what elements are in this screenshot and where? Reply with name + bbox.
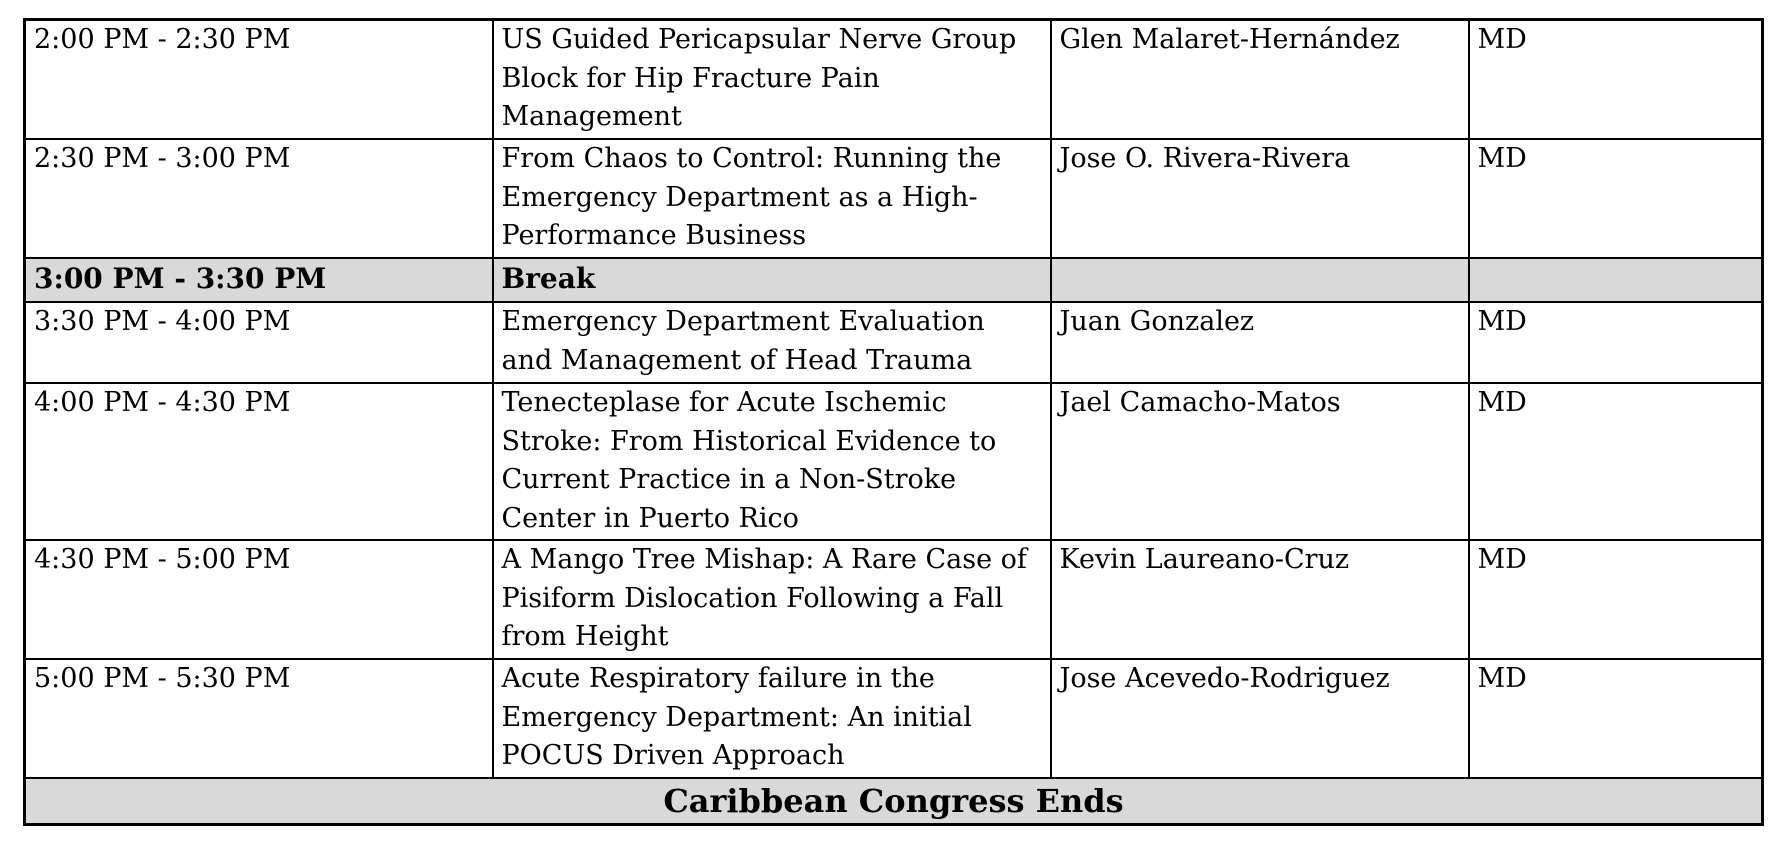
- break-row: [25, 258, 1763, 302]
- title-cell: US Guided Pericapsular Nerve Group Block for Hip Fracture Pain Management: [493, 20, 1051, 140]
- time-cell: 3:30 PM - 4:00 PM: [25, 302, 493, 383]
- speaker-cell: Kevin Laureano-Cruz: [1051, 540, 1469, 659]
- speaker-cell: [1051, 258, 1469, 302]
- title-cell: Tenecteplase for Acute Ischemic Stroke: From Historical Evidence to Current Practice in a Non-Stroke Center in Puerto Rico: [493, 383, 1051, 540]
- table-row: [25, 302, 1763, 383]
- table-row: [25, 139, 1763, 258]
- speaker-cell: Juan Gonzalez: [1051, 302, 1469, 383]
- table-row: [25, 540, 1763, 659]
- table-row: [25, 383, 1763, 540]
- credential-cell: MD: [1469, 383, 1763, 540]
- time-cell: 4:00 PM - 4:30 PM: [25, 383, 493, 540]
- speaker-cell: Jael Camacho-Matos: [1051, 383, 1469, 540]
- title-cell: Emergency Department Evaluation and Management of Head Trauma: [493, 302, 1051, 383]
- time-cell: 2:00 PM - 2:30 PM: [25, 20, 493, 140]
- closing-banner: Caribbean Congress Ends: [25, 778, 1763, 825]
- time-cell: 3:00 PM - 3:30 PM: [25, 258, 493, 302]
- title-cell: Acute Respiratory failure in the Emergency Department: An initial POCUS Driven Approach: [493, 659, 1051, 778]
- credential-cell: MD: [1469, 20, 1763, 140]
- table-row: [25, 20, 1763, 140]
- time-cell: 5:00 PM - 5:30 PM: [25, 659, 493, 778]
- credential-cell: MD: [1469, 139, 1763, 258]
- time-cell: 4:30 PM - 5:00 PM: [25, 540, 493, 659]
- time-cell: 2:30 PM - 3:00 PM: [25, 139, 493, 258]
- credential-cell: MD: [1469, 540, 1763, 659]
- title-cell: From Chaos to Control: Running the Emergency Department as a High-Performance Business: [493, 139, 1051, 258]
- speaker-cell: Glen Malaret-Hernández: [1051, 20, 1469, 140]
- speaker-cell: Jose Acevedo-Rodriguez: [1051, 659, 1469, 778]
- schedule-table: [23, 18, 1764, 826]
- credential-cell: [1469, 258, 1763, 302]
- title-cell: A Mango Tree Mishap: A Rare Case of Pisiform Dislocation Following a Fall from Height: [493, 540, 1051, 659]
- credential-cell: MD: [1469, 659, 1763, 778]
- title-cell: Break: [493, 258, 1051, 302]
- speaker-cell: Jose O. Rivera-Rivera: [1051, 139, 1469, 258]
- closing-row: [25, 778, 1763, 825]
- credential-cell: MD: [1469, 302, 1763, 383]
- table-row: [25, 659, 1763, 778]
